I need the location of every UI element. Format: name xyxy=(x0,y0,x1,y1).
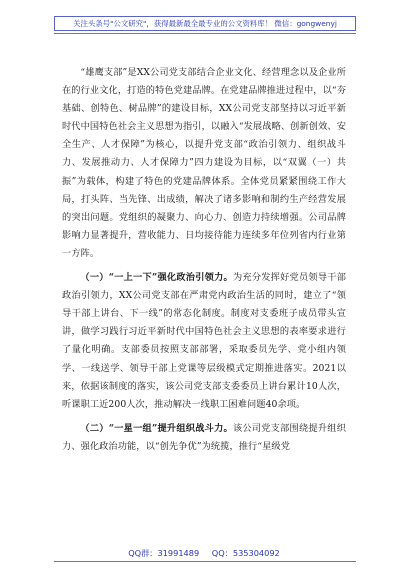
header-banner: 关注头条号"公文研究"，获得最新最全最专业的公文资料库！ 微信：gongwenyj xyxy=(54,16,356,31)
paragraph-organizational-strength xyxy=(62,420,346,456)
footer-divider xyxy=(54,561,356,562)
paragraph-intro: “雄鹰支部”是XX公司党支部结合企业文化、经营理念以及企业所在的行业文化，打造的特色党建品牌。在党建品牌推进过程中，以“夯基础、创特色、树品牌”的建设目标，XX公司党支部坚持以习近平新时代中国特色社会主义思想为指引，以融入“发展战略、创新创效、安全生产、人才保障”为核心，以提升党支部“政治引领力、组织战斗力、发展推动力、人才保障力”四力建设为目标，以“双翼（一）共振”为载体，构建了特色的党建品牌体系。全体党员紧紧围绕工作大局，打头阵、当先锋、出成绩，解决了诸多影响和制约生产经营发展的突出问题。党组织的凝聚力、向心力、创造力持续增强。公司品牌影响力显著提升，营收能力、日均接待能力连续多年位列省内行业第一方阵。 xyxy=(62,67,346,259)
section-heading-political-leadership: （一）“一上一下”强化政治引领力。 xyxy=(80,272,233,284)
document-body xyxy=(62,64,346,456)
paragraph-political-leadership xyxy=(62,269,346,414)
footer-qq-group: QQ群：31991489 xyxy=(128,548,200,558)
footer-contact xyxy=(0,548,408,559)
section-text-political-leadership: 为充分发挥好党员领导干部政治引领力，XX公司党支部在严肃党内政治生活的同时，建立了“领导干部上讲台、下一线”的常态化制度。制度对支委班子成员带头宣讲，做学习践行习近平新时代中国特色社会主义思想的表率要求进行了量化明确。支部委员按照支部部署，采取委员先学、党小组内领学、一线送学、领导干部上党课等层级模式定期推进落实。2021以来，依据该制度的落实，该公司党支部支委委员上讲台累计10人次，听课职工近200人次，推动解决一线职工困难问题40余项。 xyxy=(62,272,346,410)
footer-qq: QQ：535304092 xyxy=(211,548,280,558)
section-text-organizational-strength: 该公司党支部围绕提升组织力、强化政治功能，以“创先争优”为统揽，推行“星级党 xyxy=(62,422,346,452)
header-divider xyxy=(54,33,356,34)
section-heading-organizational-strength: （二）“一星一组”提升组织战斗力。 xyxy=(80,422,233,434)
